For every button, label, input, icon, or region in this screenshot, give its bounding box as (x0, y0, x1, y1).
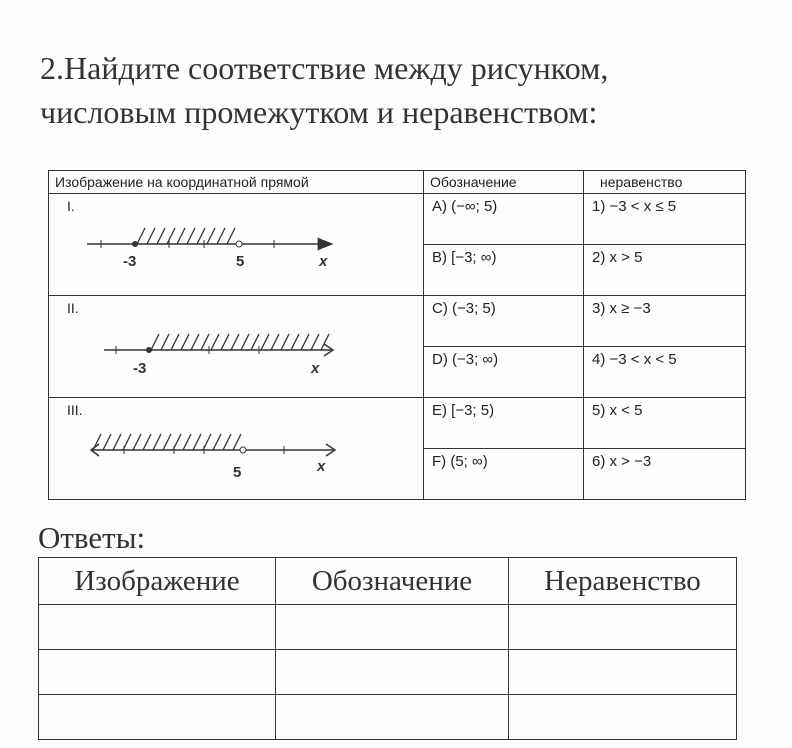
header-picture: Изображение на координатной прямой (49, 171, 424, 194)
answers-title: Ответы: (38, 520, 146, 555)
table-row (39, 695, 737, 740)
answer-cell[interactable] (509, 650, 737, 695)
picture-cell-3 (49, 398, 424, 500)
point-5 (236, 241, 242, 247)
inequality-1: 1) −3 < x ≤ 5 (584, 194, 746, 245)
picture-2-number: II. (67, 300, 79, 316)
answer-cell[interactable] (39, 650, 276, 695)
hatching (151, 334, 329, 350)
notation-f: F) (5; ∞) (424, 449, 584, 500)
answer-cell[interactable] (509, 605, 737, 650)
inequality-3: 3) x ≥ −3 (584, 296, 746, 347)
hatching (93, 434, 241, 450)
label-x: x (311, 360, 320, 377)
table-row (39, 650, 737, 695)
task-title-line-1: 2.Найдите соответствие между рисунком, (40, 50, 609, 86)
answers-table (38, 557, 737, 740)
point-minus3 (132, 241, 138, 247)
picture-cell-2 (49, 296, 424, 398)
answers-header-notation: Обозначение (276, 558, 509, 605)
answer-cell[interactable] (39, 695, 276, 740)
picture-3-number: III. (67, 402, 83, 418)
picture-cell-1 (49, 194, 424, 296)
answers-header-picture: Изображение (39, 558, 276, 605)
label-x: x (317, 458, 326, 475)
point-minus3 (146, 347, 152, 353)
answer-cell[interactable] (276, 650, 509, 695)
point-5 (240, 447, 246, 453)
answer-cell[interactable] (276, 605, 509, 650)
header-inequality: неравенство (584, 171, 746, 194)
notation-c: C) (−3; 5) (424, 296, 584, 347)
notation-e: E) [−3; 5) (424, 398, 584, 449)
notation-b: B) [−3; ∞) (424, 245, 584, 296)
label-5: 5 (233, 464, 242, 481)
number-line-1 (49, 194, 424, 296)
answer-cell[interactable] (276, 695, 509, 740)
answers-header-row (39, 558, 737, 605)
answers-header-inequality: Неравенство (509, 558, 737, 605)
label-minus3: -3 (133, 360, 147, 377)
task-title (40, 46, 760, 134)
label-x: x (319, 253, 328, 270)
label-5: 5 (236, 253, 245, 270)
number-line-2 (49, 296, 424, 398)
label-minus3: -3 (123, 253, 137, 270)
inequality-5: 5) x < 5 (584, 398, 746, 449)
inequality-6: 6) x > −3 (584, 449, 746, 500)
inequality-4: 4) −3 < x < 5 (584, 347, 746, 398)
task-table-header-row (49, 171, 746, 194)
header-notation: Обозначение (424, 171, 584, 194)
notation-a: A) (−∞; 5) (424, 194, 584, 245)
table-row (49, 194, 746, 245)
number-line-3 (49, 398, 424, 500)
answer-cell[interactable] (509, 695, 737, 740)
picture-1-number: I. (67, 198, 75, 214)
answer-cell[interactable] (39, 605, 276, 650)
inequality-2: 2) x > 5 (584, 245, 746, 296)
task-table (48, 170, 746, 500)
table-row (39, 605, 737, 650)
table-row (49, 296, 746, 347)
table-row (49, 398, 746, 449)
hatching (137, 228, 235, 244)
task-title-line-2: числовым промежутком и неравенством: (40, 94, 598, 130)
notation-d: D) (−3; ∞) (424, 347, 584, 398)
